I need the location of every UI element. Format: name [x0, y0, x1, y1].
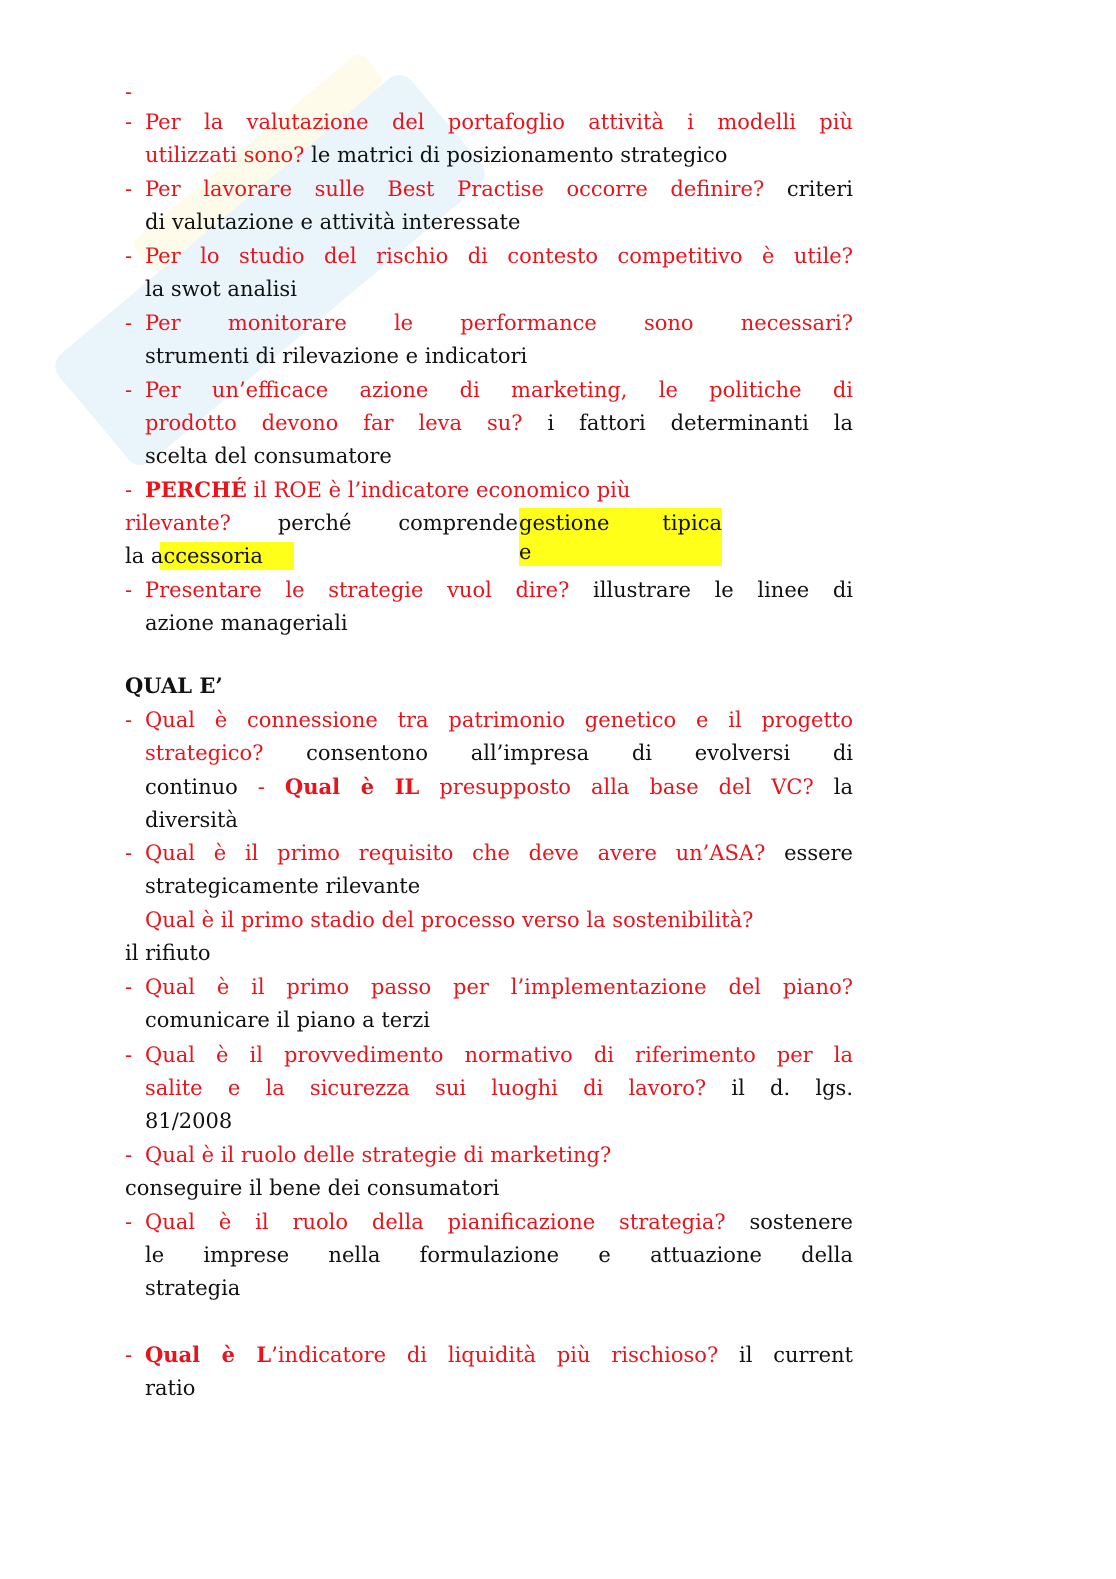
answer-text: criteri — [764, 177, 853, 201]
text-line — [145, 1340, 853, 1370]
answer-text: 81/2008 — [145, 1109, 233, 1133]
text-line — [145, 1106, 853, 1136]
answer-text: essere — [765, 841, 853, 865]
list-dash: - — [125, 1343, 133, 1367]
answer-text: comunicare il piano a terzi — [145, 1008, 431, 1032]
text-line — [145, 905, 853, 935]
text-line — [145, 608, 853, 638]
question-text: PERCHÉ — [145, 477, 247, 502]
question-text: Qual è connessione tra patrimonio genetico e il progetto — [145, 708, 853, 732]
text-line — [125, 1173, 853, 1203]
question-text: ’indicatore di liquidità più rischioso? — [271, 1343, 719, 1367]
text-line — [125, 508, 518, 538]
answer-text: i fattori determinanti la — [522, 411, 853, 435]
text-line — [145, 1040, 853, 1070]
question-text: Qual è il primo stadio del processo verso la sostenibilità? — [145, 908, 754, 932]
question-text: Qual è il primo passo per l’implementazione del piano? — [145, 975, 853, 999]
list-dash: - — [125, 177, 133, 201]
list-dash: - — [125, 1143, 133, 1167]
text-line — [145, 871, 853, 901]
list-dash: - — [125, 1043, 133, 1067]
highlight-text-1: gestione tipica — [519, 511, 722, 535]
question-text: Presentare le strategie vuol dire? — [145, 578, 570, 602]
question-text: Qual è il ruolo della pianificazione strategia? — [145, 1210, 726, 1234]
text-line — [145, 107, 853, 137]
question-text: Per lavorare sulle Best Practise occorre definire? — [145, 177, 765, 201]
question-text: Qual è il provvedimento normativo di riferimento per la — [145, 1043, 853, 1067]
text-line — [125, 671, 853, 701]
question-text: utilizzati sono? — [145, 143, 305, 167]
list-dash: - — [125, 311, 133, 335]
text-line — [145, 308, 853, 338]
list-dash: - — [125, 1210, 133, 1234]
text-line — [145, 274, 853, 304]
question-text: - — [257, 775, 285, 799]
answer-text: scelta del consumatore — [145, 444, 392, 468]
answer-text: consentono all’impresa di evolversi di — [263, 741, 853, 765]
question-text: Per un’efficace azione di marketing, le politiche di — [145, 378, 853, 402]
text-line — [145, 1373, 853, 1403]
text-line — [145, 1273, 853, 1303]
text-line — [145, 174, 853, 204]
answer-text: accessoria — [150, 544, 263, 568]
highlight-text-2: e — [519, 540, 532, 564]
answer-text: azione manageriali — [145, 611, 348, 635]
list-dash: - — [125, 578, 133, 602]
text-line — [145, 575, 853, 605]
text-line — [145, 1140, 853, 1170]
answer-text: ratio — [145, 1376, 196, 1400]
answer-text: strategicamente rilevante — [145, 874, 421, 898]
text-line — [145, 805, 853, 835]
answer-text: di valutazione e attività interessate — [145, 210, 521, 234]
answer-text: QUAL E’ — [125, 673, 223, 698]
question-text: salite e la sicurezza sui luoghi di lavoro? — [145, 1076, 707, 1100]
text-line — [145, 341, 853, 371]
answer-text: la swot analisi — [145, 277, 297, 301]
answer-text: diversità — [145, 808, 238, 832]
question-text: Per monitorare le performance sono necessari? — [145, 311, 853, 335]
question-text: Qual è L — [145, 1342, 272, 1367]
text-line — [145, 738, 853, 768]
answer-text: strumenti di rilevazione e indicatori — [145, 344, 528, 368]
question-text: rilevante? — [125, 511, 231, 535]
text-line — [145, 1073, 853, 1103]
list-dash: - — [125, 80, 133, 104]
answer-text: il d. lgs. — [706, 1076, 853, 1100]
list-dash: - — [125, 841, 133, 865]
question-text: presupposto alla base del VC? — [419, 775, 814, 799]
question-text: strategico? — [145, 741, 264, 765]
question-text: Qual è il primo requisito che deve avere un’ASA? — [145, 841, 766, 865]
question-text: Qual è IL — [284, 774, 420, 799]
text-line — [145, 838, 853, 868]
question-text: il ROE è l’indicatore economico più — [246, 478, 631, 502]
list-dash: - — [125, 110, 133, 134]
list-dash: - — [125, 378, 133, 402]
answer-text: la — [125, 544, 151, 568]
list-dash: - — [125, 478, 133, 502]
question-text: Per la valutazione del portafoglio attività i modelli più — [145, 110, 853, 134]
text-line — [145, 140, 853, 170]
answer-text: la — [813, 775, 853, 799]
text-line — [125, 938, 853, 968]
answer-text: strategia — [145, 1276, 241, 1300]
answer-text: le matrici di posizionamento strategico — [304, 143, 728, 167]
text-line — [145, 241, 853, 271]
text-line — [145, 207, 853, 237]
list-dash: - — [125, 708, 133, 732]
list-dash: - — [125, 244, 133, 268]
list-dash: - — [125, 975, 133, 999]
answer-text: sostenere — [725, 1210, 853, 1234]
question-text: prodotto devono far leva su? — [145, 411, 523, 435]
answer-text: continuo — [145, 775, 258, 799]
answer-text: le imprese nella formulazione e attuazione della — [145, 1243, 853, 1267]
answer-text: il current — [718, 1343, 853, 1367]
answer-text: il rifiuto — [125, 941, 211, 965]
text-line — [145, 1005, 853, 1035]
text-line — [145, 408, 853, 438]
text-line — [145, 972, 853, 1002]
text-line — [145, 705, 853, 735]
question-text: Qual è il ruolo delle strategie di marketing? — [145, 1143, 612, 1167]
text-line — [145, 1240, 853, 1270]
answer-text: illustrare le linee di — [569, 578, 853, 602]
text-line — [145, 1207, 853, 1237]
answer-text: conseguire il bene dei consumatori — [125, 1176, 500, 1200]
text-line — [145, 475, 853, 505]
text-line — [125, 541, 853, 571]
text-line — [145, 441, 853, 471]
answer-text: perché comprende — [230, 511, 518, 535]
text-line — [145, 375, 853, 405]
question-text: Per lo studio del rischio di contesto competitivo è utile? — [145, 244, 853, 268]
text-line — [145, 772, 853, 802]
